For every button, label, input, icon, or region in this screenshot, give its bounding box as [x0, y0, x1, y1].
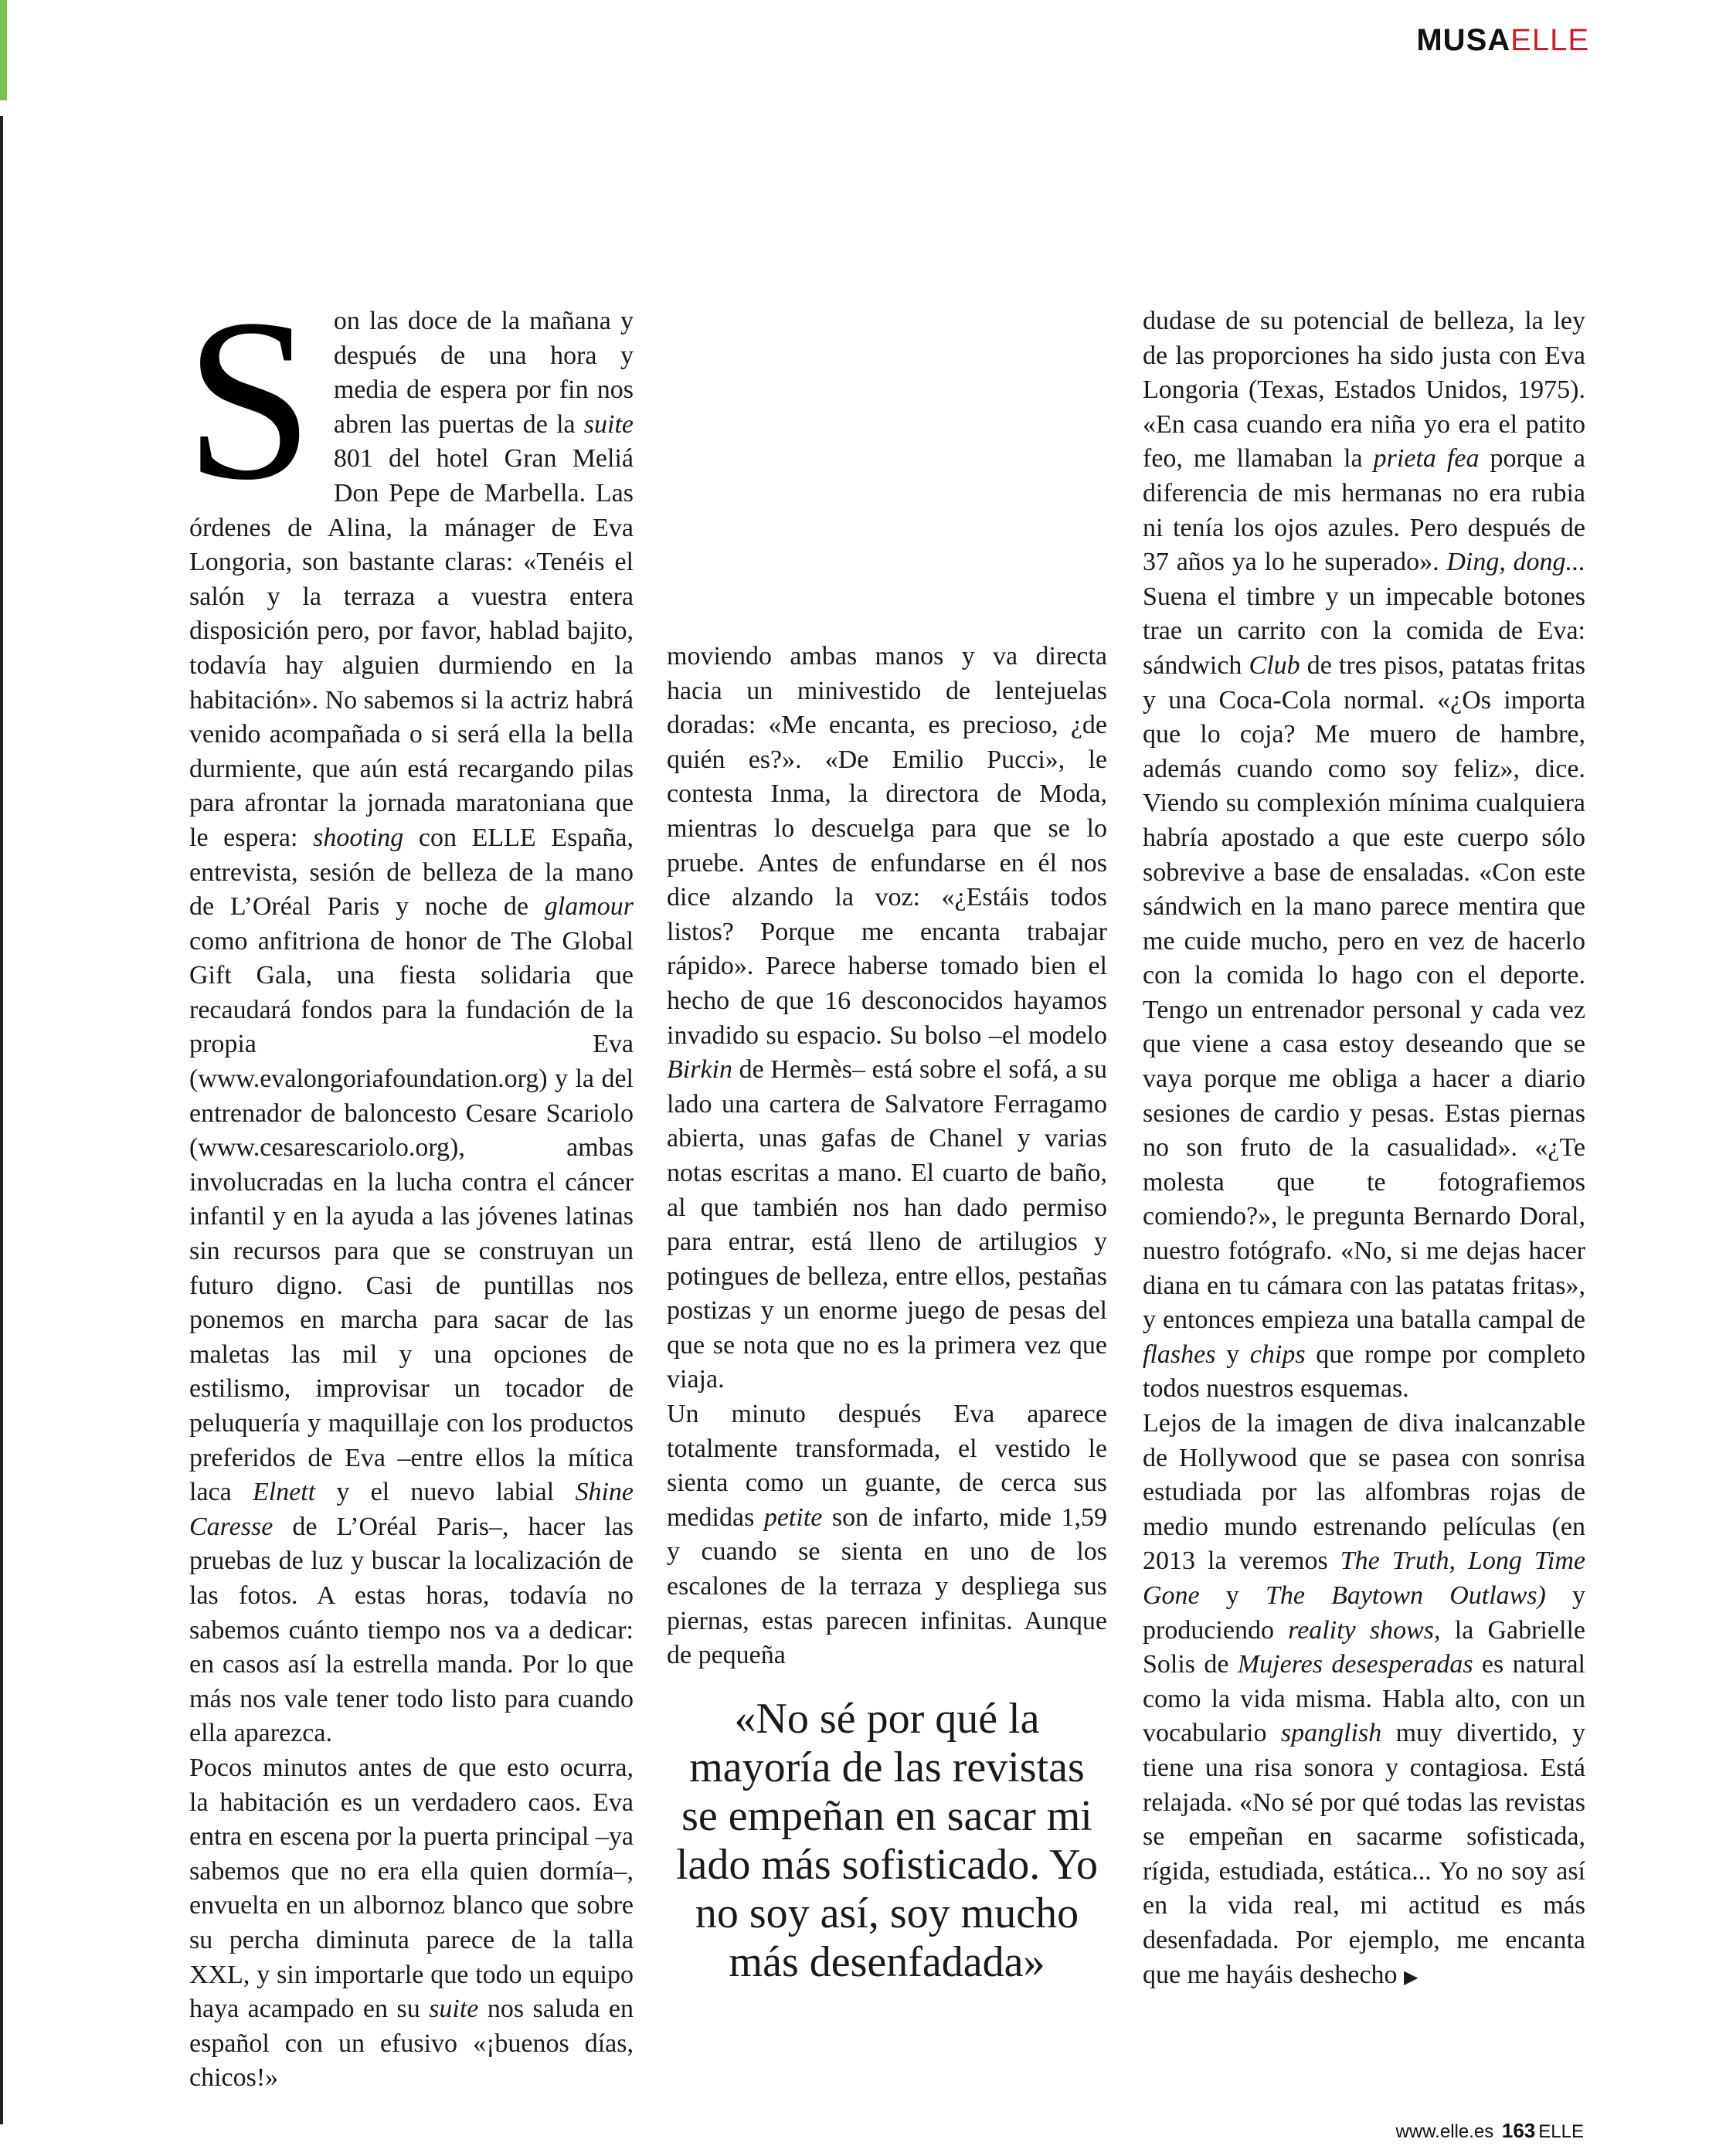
paragraph-text: on las doce de la mañana y después de una hora y media de espera por fin nos abren las puertas de la suite 801 del hotel Gran Meliá Don Pepe de Marbella. Las órdenes de Alina, la mánager de Eva Longoria, son bastante claras: «Tenéis el salón y la terraza a vuestra entera disposición pero, por favor, hablad bajito, todavía hay alguien durmiendo en la habitación». No sabemos si la actriz habrá venido acompañada o si será ella la bella durmiente, que aún está recargando pilas para afrontar la jornada maratoniana que le espera: shooting con ELLE España, entrevista, sesión de belleza de la mano de L’Oréal Paris y noche de glamour como anfitriona de honor de The Global Gift Gala, una fiesta solidaria que recaudará fondos para la fundación de la propia Eva (www.evalongoriafoundation.org) y la del entrenador de baloncesto Cesare Scariolo (www.cesarescariolo.org), ambas involucradas en la lucha contra el cáncer infantil y en la ayuda a las jóvenes latinas sin recursos para que se construyan un futuro digno. Casi de puntillas nos ponemos en marcha para sacar de las maletas las mil y una opciones de estilismo, improvisar un tocador de peluquería y maquillaje con los productos preferidos de Eva –entre ellos la mítica laca Elnett y el nuevo labial Shine Caresse de L’Oréal Paris–, hacer las pruebas de luz y buscar la localización de las fotos. A estas horas, todavía no sabemos cuánto tiempo nos va a dedicar: en casos así la estrella manda. Por lo que más nos vale tener todo listo para cuando ella aparezca.	[189, 307, 634, 1748]
paragraph: dudase de su potencial de belleza, la ley de las proporciones ha sido justa con Eva Longoria (Texas, Estados Unidos, 1975). «En casa cuando era niña yo era el patito feo, me llamaban la prieta fea porque a diferencia de mis hermanas no era rubia ni tenía los ojos azules. Pero después de 37 años ya lo he superado». Ding, dong... Suena el timbre y un impecable botones trae un carrito con la comida de Eva: sándwich Club de tres pisos, patatas fritas y una Coca-Cola normal. «¿Os importa que lo coja? Me muero de hambre, además cuando como soy feliz», dice. Viendo su complexión mínima cualquiera habría apostado a que este cuerpo sólo sobrevive a base de ensaladas. «Con este sándwich en la mano parece mentira que me cuide mucho, pero en vez de hacerlo con la comida lo hago con el deporte. Tengo un entrenador personal y cada vez que viene a casa estoy deseando que se vaya porque me obliga a hacer a diario sesiones de cardio y pesas. Estas piernas no son fruto de la casualidad». «¿Te molesta que te fotografiemos comiendo?», le pregunta Bernardo Doral, nuestro fotógrafo. «No, si me dejas hacer diana en tu cámara con las patatas fritas», y entonces empieza una batalla campal de flashes y chips que rompe por completo todos nuestros esquemas.	[1143, 307, 1586, 1404]
article-column-1	[185, 271, 634, 2096]
footer-url: www.elle.es	[1395, 2121, 1494, 2142]
paragraph: Pocos minutos antes de que esto ocurra, la habitación es un verdadero caos. Eva entra en escena por la puerta principal –ya sabemos que no era ella quien dormía–, envuelta en un albornoz blanco que sobre su percha diminuta parece de la talla XXL, y sin importarle que todo un equipo haya acampado en su suite nos saluda en español con un efusivo «¡buenos días, chicos!»	[189, 1753, 634, 2093]
article-column-2	[667, 640, 1107, 1673]
paragraph	[185, 271, 634, 1751]
paragraph-text: Lejos de la imagen de diva inalcanzable de Hollywood que se pasea con sonrisa estudiada por las alfombras rojas de medio mundo estrenando películas (en 2013 la veremos The Truth, Long Time Gone y The Baytown Outlaws) y produciendo reality shows, la Gabrielle Solis de Mujeres desesperadas es natural como la vida misma. Habla alto, con un vocabulario spanglish muy divertido, y tiene una risa sonora y contagiosa. Está relajada. «No sé por qué todas las revistas se empeñan en sacarme sofisticada, rígida, estudiada, estática... Yo no soy así en la vida real, mi actitud es más desenfadada. Por ejemplo, me encanta que me hayáis deshecho	[1143, 1409, 1586, 1989]
pull-quote: «No sé por qué la mayoría de las revistas se empeñan en sacar mi lado más sofisticado. Yo no soy así, soy mucho más desenfadada»	[676, 1695, 1098, 1986]
section-brand: ELLE	[1510, 23, 1589, 57]
page-number: 163	[1501, 2119, 1536, 2142]
continue-arrow-icon: ▶	[1404, 1965, 1419, 1988]
paragraph: Un minuto después Eva aparece totalmente transformada, el vestido le sienta como un guante, de cerca sus medidas petite son de infarto, mide 1,59 y cuando se sienta en uno de los escalones de la terraza y despliega sus piernas, estas parecen infinitas. Aunque de pequeña	[667, 1400, 1107, 1670]
section-tag	[1416, 23, 1589, 58]
drop-cap: S	[185, 271, 314, 528]
paragraph	[1143, 1407, 1585, 1994]
page-edge-mark	[0, 0, 7, 100]
article-column-3	[1143, 304, 1585, 1994]
page-edge-line	[0, 116, 3, 2124]
section-name: MUSA	[1416, 23, 1511, 57]
paragraph: moviendo ambas manos y va directa hacia un minivestido de lentejuelas doradas: «Me encanta, es precioso, ¿de quién es?». «De Emilio Pucci», le contesta Inma, la directora de Moda, mientras lo descuelga para que se lo pruebe. Antes de enfundarse en él nos dice alzando la voz: «¿Estáis todos listos? Porque me encanta trabajar rápido». Parece haberse tomado bien el hecho de que 16 desconocidos hayamos invadido su espacio. Su bolso –el modelo Birkin de Hermès– está sobre el sofá, a su lado una cartera de Salvatore Ferragamo abierta, unas gafas de Chanel y varias notas escritas a mano. El cuarto de baño, al que también nos han dado permiso para entrar, está lleno de artilugios y potingues de belleza, entre ellos, pestañas postizas y un enorme juego de pesas del que se nota que no es la primera vez que viaja.	[667, 642, 1107, 1394]
page-footer	[1396, 2119, 1585, 2143]
footer-brand: ELLE	[1538, 2121, 1584, 2142]
